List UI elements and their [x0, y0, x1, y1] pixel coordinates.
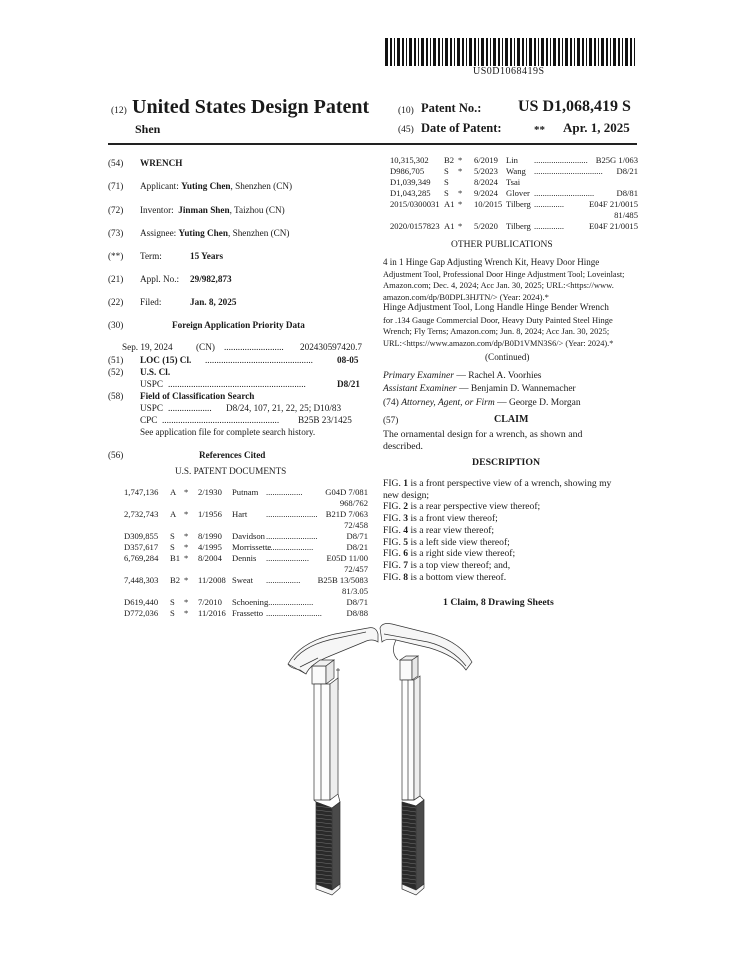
reference-date: 1/1956 — [198, 509, 222, 519]
reference-dots: ...................... — [266, 597, 314, 607]
header-code-45: (45) — [398, 125, 414, 135]
reference-cited-by-examiner: * — [184, 542, 189, 552]
reference-cited-by-examiner: * — [184, 597, 189, 607]
reference-class: D8/71 — [346, 597, 368, 607]
pub2-line: URL:<https://www.amazon.com/dp/B0D1VMN3S6/> (Year: 2024).* — [383, 338, 614, 348]
reference-cited-by-examiner: * — [184, 553, 189, 563]
reference-kind: B2 — [444, 155, 455, 165]
claims-sheets-count: 1 Claim, 8 Drawing Sheets — [443, 597, 554, 608]
date-of-patent: Apr. 1, 2025 — [563, 120, 630, 135]
figure-description — [383, 560, 639, 572]
reference-date: 8/1990 — [198, 531, 222, 541]
reference-class: B21D 7/063 — [325, 509, 368, 519]
reference-date: 8/2004 — [198, 553, 222, 563]
figure-prefix: FIG. — [383, 501, 404, 513]
reference-cited-by-examiner: * — [458, 221, 463, 231]
field-52-code: (52) — [108, 367, 124, 377]
barcode — [385, 38, 637, 66]
field-56-code: (56) — [108, 450, 124, 460]
applicant-name: Yuting Chen — [181, 181, 231, 191]
reference-kind: B2 — [170, 575, 181, 585]
priority-dots: .......................... — [224, 342, 284, 352]
reference-class-continued: 72/458 — [344, 520, 368, 530]
figure-description — [383, 525, 639, 537]
reference-kind: A1 — [444, 221, 455, 231]
term-value: 15 Years — [190, 251, 224, 261]
term-label: Term: — [140, 251, 162, 261]
figure-description — [383, 572, 639, 584]
figure-text: new design; — [383, 489, 430, 501]
reference-number: 6,769,284 — [124, 553, 159, 563]
figure-descriptions — [383, 478, 639, 583]
reference-class: G04D 7/081 — [325, 487, 368, 497]
continued-note: (Continued) — [485, 352, 530, 362]
figure-text: is a bottom view thereof. — [408, 571, 507, 583]
figure-description — [383, 501, 639, 513]
reference-dots: ........................ — [266, 531, 318, 541]
reference-class: D8/21 — [616, 166, 638, 176]
figure-text: is a front perspective view of a wrench, showing my — [408, 478, 612, 489]
figure-description — [383, 537, 639, 549]
reference-dots: .............. — [534, 199, 565, 209]
reference-row — [382, 221, 638, 232]
reference-class: D8/88 — [346, 608, 368, 618]
references-right-list — [382, 155, 638, 235]
assistant-examiner — [383, 383, 576, 395]
reference-name: Glover — [506, 188, 530, 198]
references-cited-heading: References Cited — [199, 450, 266, 460]
reference-date: 5/2023 — [474, 166, 498, 176]
reference-kind: A1 — [444, 199, 455, 209]
figure-prefix: FIG. — [383, 536, 404, 548]
reference-row — [382, 166, 638, 177]
assignee-label: Assignee: — [140, 228, 177, 238]
field-54-code: (54) — [108, 158, 124, 168]
pub2-line: for .134 Gauge Commercial Door, Heavy Duty Painted Steel Hinge — [383, 314, 613, 325]
reference-class-continued: 81/3.05 — [341, 586, 368, 596]
reference-name: Lin — [506, 155, 518, 165]
claim-text-line: described. — [383, 441, 423, 452]
reference-kind: A — [170, 509, 177, 519]
figure-prefix: FIG. — [383, 513, 404, 525]
reference-row — [108, 575, 368, 586]
uspc-value: D8/21 — [337, 379, 360, 389]
figure-description — [383, 548, 639, 560]
search-cpc-value: B25B 23/1425 — [298, 415, 352, 425]
pub1-line: Amazon.com; Dec. 4, 2024; Acc Jan. 30, 2025; URL:<https://www. — [383, 280, 614, 291]
barcode-text: US0D1068419S — [473, 66, 545, 77]
figure-number: 2 — [403, 501, 409, 513]
reference-cited-by-examiner: * — [458, 188, 463, 198]
assistant-examiner-name: — Benjamin D. Wannemacher — [456, 384, 576, 394]
reference-number: D986,705 — [390, 166, 425, 176]
reference-class: B25G 1/063 — [595, 155, 638, 165]
pub1-line: amazon.com/dp/B0DPL3HJTN/> (Year: 2024).* — [383, 291, 549, 302]
reference-name: Hart — [232, 509, 248, 519]
reference-kind: A — [170, 487, 177, 497]
figure-prefix: FIG. — [383, 478, 404, 489]
field-71-code: (71) — [108, 181, 124, 191]
reference-dots: ............................ — [534, 188, 595, 198]
reference-number: D1,039,349 — [390, 177, 431, 187]
priority-date: Sep. 19, 2024 — [122, 342, 173, 352]
reference-date: 9/2024 — [474, 188, 498, 198]
references-left-list — [108, 487, 368, 618]
figure-number: 5 — [403, 536, 409, 548]
reference-kind: S — [170, 608, 175, 618]
search-uspc-label: USPC — [140, 403, 163, 413]
reference-number: 2020/0157823 — [390, 221, 440, 231]
field-72-code: (72) — [108, 205, 124, 215]
claim-heading: CLAIM — [494, 414, 529, 425]
reference-date: 10/2015 — [474, 199, 503, 209]
reference-kind: S — [444, 177, 449, 187]
reference-number: 2015/0300031 — [390, 199, 440, 209]
wrench-rear-perspective — [380, 624, 472, 896]
pub2-line: Wrench; Fly Terns; Amazon.com; Jun. 8, 2024; Acc Jan. 30, 2025; — [383, 326, 610, 337]
reference-date: 4/1995 — [198, 542, 222, 552]
field-73-code: (73) — [108, 228, 124, 238]
reference-name: Wang — [506, 166, 526, 176]
applicant-location: , Shenzhen (CN) — [230, 181, 293, 191]
field-term-code: (**) — [108, 251, 124, 261]
priority-number: 202430597420.7 — [300, 342, 363, 352]
search-uspc-value: D8/24, 107, 21, 22, 25; D10/83 — [226, 403, 342, 413]
figure-text: is a rear view thereof; — [408, 524, 495, 536]
reference-name: Tilberg — [506, 221, 531, 231]
reference-name: Frassetto — [232, 608, 264, 618]
inventor-name: Jinman Shen — [178, 205, 230, 215]
attorney-code: (74) — [383, 398, 399, 408]
reference-name: Putnam — [232, 487, 259, 497]
search-cpc-dots: ................................................... — [162, 415, 280, 425]
figure-number: 7 — [403, 559, 409, 571]
reference-row — [382, 177, 638, 188]
reference-class-continued: 72/457 — [344, 564, 368, 574]
figure-text: is a left side view thereof; — [408, 536, 510, 548]
us-cl-label: U.S. Cl. — [140, 367, 171, 377]
reference-row — [108, 597, 368, 608]
inventor-surname: Shen — [135, 122, 161, 136]
reference-class: D8/71 — [346, 531, 368, 541]
description-heading: DESCRIPTION — [472, 457, 541, 468]
reference-row — [382, 155, 638, 166]
search-uspc-dots: ................... — [168, 403, 212, 413]
reference-class: B25B 13/5083 — [317, 575, 368, 585]
reference-row — [108, 553, 368, 564]
assistant-examiner-label: Assistant Examiner — [383, 384, 457, 394]
reference-cited-by-examiner: * — [184, 531, 189, 541]
figure-text: is a top view thereof; and, — [408, 559, 511, 571]
figure-number: 4 — [403, 524, 409, 536]
reference-number: D357,617 — [124, 542, 159, 552]
reference-class: E04F 21/0015 — [589, 221, 638, 231]
us-patent-documents-heading: U.S. PATENT DOCUMENTS — [175, 466, 287, 476]
figure-description — [383, 513, 639, 525]
reference-number: 7,448,303 — [124, 575, 159, 585]
header-code-12: (12) — [111, 106, 127, 116]
other-publications-heading: OTHER PUBLICATIONS — [451, 240, 553, 250]
loc-label: LOC (15) Cl. — [140, 355, 192, 365]
inventor-location: , Taizhou (CN) — [229, 205, 285, 215]
reference-number: D619,440 — [124, 597, 159, 607]
field-30-code: (30) — [108, 320, 124, 330]
field-21-code: (21) — [108, 274, 124, 284]
wrench-front-perspective — [288, 628, 378, 895]
reference-dots: .............. — [534, 221, 565, 231]
figure-number: 3 — [403, 513, 409, 525]
primary-examiner-name: — Rachel A. Voorhies — [453, 371, 542, 381]
reference-date: 2/1930 — [198, 487, 222, 497]
reference-class: D8/81 — [616, 188, 638, 198]
reference-kind: S — [444, 188, 449, 198]
reference-class-continued: 81/485 — [614, 210, 638, 220]
figure-text: is a right side view thereof; — [408, 548, 516, 560]
applicant-label: Applicant: — [140, 181, 179, 191]
reference-number: 2,732,743 — [124, 509, 159, 519]
reference-kind: B1 — [170, 553, 181, 563]
reference-date: 11/2016 — [198, 608, 226, 618]
header-divider — [108, 143, 637, 145]
inventor — [140, 204, 285, 216]
reference-number: D772,036 — [124, 608, 159, 618]
publication-2 — [383, 303, 639, 349]
reference-class: E05D 11/00 — [326, 553, 368, 563]
field-22-code: (22) — [108, 297, 124, 307]
reference-name: Morrissette — [232, 542, 272, 552]
foreign-priority-heading: Foreign Application Priority Data — [172, 320, 305, 330]
reference-row — [108, 509, 368, 520]
reference-cited-by-examiner: * — [184, 608, 189, 618]
date-of-patent-label: Date of Patent: — [421, 121, 502, 135]
reference-number: 1,747,136 — [124, 487, 159, 497]
search-history-note: See application file for complete search history. — [140, 427, 316, 437]
claim-text-line: The ornamental design for a wrench, as shown and — [383, 429, 583, 440]
priority-country: (CN) — [196, 342, 215, 352]
reference-cited-by-examiner: * — [184, 509, 189, 519]
reference-dots: ................. — [266, 487, 303, 497]
search-cpc-label: CPC — [140, 415, 158, 425]
reference-date: 5/2020 — [474, 221, 498, 231]
figure-number: 6 — [403, 548, 409, 560]
attorney — [383, 397, 581, 409]
reference-number: D1,043,285 — [390, 188, 431, 198]
attorney-name: — George D. Morgan — [494, 398, 581, 408]
reference-class: D8/21 — [346, 542, 368, 552]
reference-date: 6/2019 — [474, 155, 498, 165]
uspc-label: USPC — [140, 379, 163, 389]
reference-name: Sweat — [232, 575, 254, 585]
figure-prefix: FIG. — [383, 524, 404, 536]
field-58-code: (58) — [108, 391, 124, 401]
reference-date: 11/2008 — [198, 575, 226, 585]
reference-cited-by-examiner: * — [458, 199, 463, 209]
patent-title: United States Design Patent — [132, 96, 370, 118]
reference-dots: .......................... — [266, 608, 322, 618]
date-of-patent-mark: ** — [534, 124, 545, 136]
reference-class-continued: 968/762 — [339, 498, 368, 508]
reference-row — [382, 199, 638, 210]
primary-examiner — [383, 370, 542, 382]
reference-row-continued — [382, 210, 638, 221]
reference-dots: ...................... — [266, 542, 314, 552]
figure-number: 8 — [403, 571, 409, 583]
reference-dots: ......................... — [534, 155, 588, 165]
loc-dots: ............................................... — [205, 355, 313, 365]
reference-row-continued — [108, 564, 368, 575]
figure-description — [383, 478, 639, 490]
reference-row-continued — [108, 586, 368, 597]
reference-date: 7/2010 — [198, 597, 222, 607]
figure-prefix: FIG. — [383, 548, 404, 560]
header-code-10: (10) — [398, 106, 414, 116]
figure-description — [383, 490, 639, 502]
reference-number: 10,315,302 — [390, 155, 429, 165]
figure-number: 1 — [403, 478, 409, 489]
reference-row-continued — [108, 520, 368, 531]
reference-name: Dennis — [232, 553, 257, 563]
reference-kind: S — [170, 531, 175, 541]
filed-value: Jan. 8, 2025 — [190, 297, 237, 307]
reference-row — [382, 188, 638, 199]
wrench-drawing — [260, 612, 500, 897]
reference-dots: ........................ — [266, 509, 318, 519]
reference-date: 8/2024 — [474, 177, 498, 187]
attorney-label: Attorney, Agent, or Firm — [401, 398, 495, 408]
reference-cited-by-examiner: * — [458, 166, 463, 176]
primary-examiner-label: Primary Examiner — [383, 371, 454, 381]
reference-name: Schoening — [232, 597, 269, 607]
reference-row — [108, 542, 368, 553]
reference-dots: ................................ — [534, 166, 603, 176]
patent-number: US D1,068,419 S — [518, 98, 631, 115]
search-heading: Field of Classification Search — [140, 391, 255, 401]
reference-row-continued — [108, 498, 368, 509]
reference-name: Tilberg — [506, 199, 531, 209]
figure-text: is a rear perspective view thereof; — [408, 501, 541, 513]
figure-prefix: FIG. — [383, 559, 404, 571]
publication-1 — [383, 257, 639, 303]
uspc-dots: ............................................................ — [168, 379, 306, 389]
reference-cited-by-examiner: * — [184, 487, 189, 497]
assignee — [140, 227, 289, 239]
assignee-name: Yuting Chen — [178, 228, 228, 238]
reference-kind: S — [170, 542, 175, 552]
appl-no-value: 29/982,873 — [190, 274, 232, 284]
claim-code: (57) — [383, 415, 399, 425]
patent-no-label: Patent No.: — [421, 101, 482, 115]
reference-class: E04F 21/0015 — [589, 199, 638, 209]
loc-value: 08-05 — [337, 355, 359, 365]
assignee-location: , Shenzhen (CN) — [227, 228, 290, 238]
reference-kind: S — [444, 166, 449, 176]
reference-row — [108, 531, 368, 542]
reference-row — [108, 487, 368, 498]
filed-label: Filed: — [140, 297, 162, 307]
inventor-label: Inventor: — [140, 205, 174, 215]
reference-cited-by-examiner: * — [184, 575, 189, 585]
figure-prefix: FIG. — [383, 571, 404, 583]
reference-number: D309,855 — [124, 531, 159, 541]
reference-kind: S — [170, 597, 175, 607]
field-51-code: (51) — [108, 355, 124, 365]
reference-dots: .................... — [266, 553, 309, 563]
reference-cited-by-examiner: * — [458, 155, 463, 165]
reference-name: Davidson — [232, 531, 265, 541]
pub1-line: Adjustment Tool, Professional Door Hinge Adjustment Tool; Loveinlast; — [383, 269, 625, 279]
pub2-line: Hinge Adjustment Tool, Long Handle Hinge Bender Wrench — [383, 303, 609, 313]
pub1-line: 4 in 1 Hinge Gap Adjusting Wrench Kit, Heavy Door Hinge — [383, 257, 600, 267]
reference-dots: ................ — [266, 575, 301, 585]
appl-no-label: Appl. No.: — [140, 274, 180, 284]
applicant — [140, 180, 292, 192]
design-title: WRENCH — [140, 158, 183, 168]
reference-name: Tsai — [506, 177, 521, 187]
figure-text: is a front view thereof; — [408, 513, 498, 525]
